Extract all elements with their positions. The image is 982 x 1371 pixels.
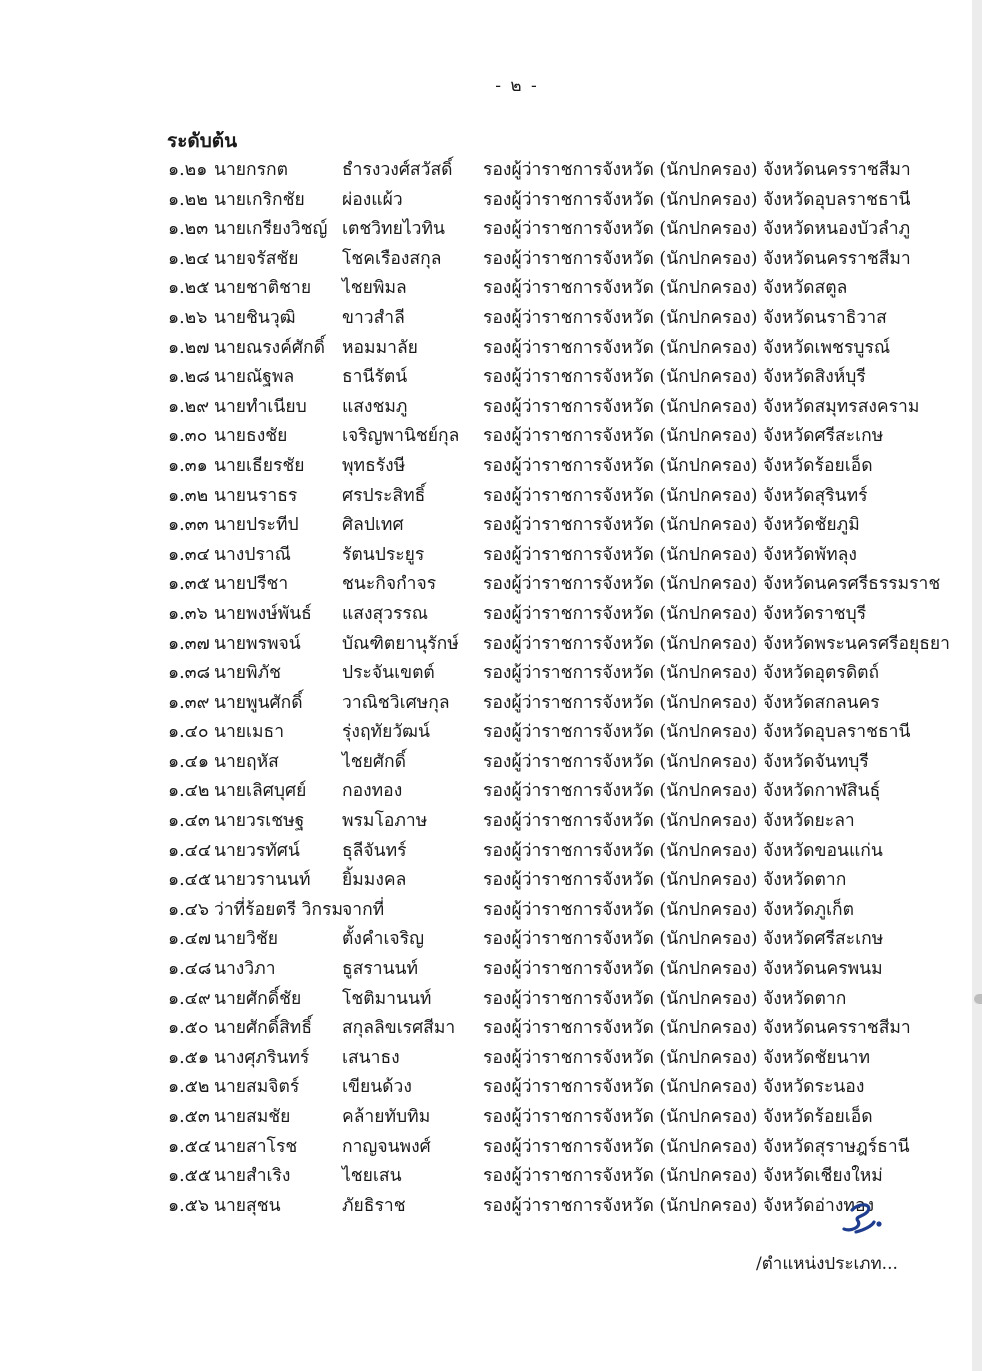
item-number: ๑.๓๖: [168, 603, 208, 624]
last-name: กองทอง: [342, 781, 403, 802]
last-name: ชนะกิจกำจร: [342, 574, 437, 595]
appointment-list: [168, 156, 950, 1221]
list-item: [168, 1103, 928, 1133]
list-item: [168, 186, 928, 216]
item-number: ๑.๓๔: [168, 544, 210, 565]
item-number: ๑.๒๕: [168, 278, 210, 299]
last-name: ธูสรานนท์: [342, 959, 419, 980]
position-title: รองผู้ว่าราชการจังหวัด (นักปกครอง) จังหวัดสุรินทร์: [483, 485, 868, 506]
first-name: นายฤหัส: [214, 751, 279, 772]
item-number: ๑.๓๘: [168, 663, 211, 684]
position-title: รองผู้ว่าราชการจังหวัด (นักปกครอง) จังหวัดอ่างทอง: [483, 1195, 875, 1216]
item-number: ๑.๓๓: [168, 515, 209, 536]
first-name: นายชาติชาย: [214, 278, 312, 299]
position-title: รองผู้ว่าราชการจังหวัด (นักปกครอง) จังหวัดนราธิวาส: [483, 307, 887, 328]
last-name: ผ่องแผ้ว: [342, 189, 403, 210]
item-number: ๑.๒๔: [168, 248, 210, 269]
list-item: [168, 274, 928, 304]
last-name: ขาวสำลี: [342, 307, 405, 328]
list-item: [168, 659, 928, 689]
item-number: ๑.๔๔: [168, 840, 212, 861]
list-item: [168, 955, 928, 985]
list-item: [168, 748, 928, 778]
last-name: บัณฑิตยานุรักษ์: [342, 633, 459, 654]
first-name: นายเกรียงวิชญ์: [214, 219, 328, 240]
item-number: ๑.๔๕: [168, 870, 212, 891]
item-number: ๑.๒๖: [168, 307, 208, 328]
last-name: ตั้งคำเจริญ: [342, 929, 424, 950]
last-name: กาญจนพงศ์: [342, 1136, 431, 1157]
item-number: ๑.๔๒: [168, 781, 210, 802]
first-name: นายธงชัย: [214, 426, 288, 447]
last-name: แสงสุวรรณ: [342, 603, 429, 624]
item-number: ๑.๒๓: [168, 219, 209, 240]
last-name: ธำรงวงศ์สวัสดิ์: [342, 160, 453, 180]
first-name: นายณรงค์ศักดิ์: [214, 337, 325, 358]
first-name: นางปราณี: [214, 544, 291, 565]
item-number: ๑.๓๐: [168, 426, 208, 447]
position-title: รองผู้ว่าราชการจังหวัด (นักปกครอง) จังหวัดศรีสะเกษ: [483, 929, 884, 950]
first-name: นายปรีชา: [214, 574, 289, 595]
last-name: รัตนประยูร: [342, 544, 425, 565]
list-item: [168, 1192, 928, 1222]
last-name: ภัยธิราช: [342, 1195, 406, 1216]
first-name: นายพงษ์พันธ์: [214, 603, 312, 624]
position-title: รองผู้ว่าราชการจังหวัด (นักปกครอง) จังหวัดร้อยเอ็ด: [483, 455, 873, 476]
item-number: ๑.๕๖: [168, 1195, 210, 1216]
first-name: นายวรเชษฐ: [214, 811, 305, 832]
last-name: คล้ายทับทิม: [342, 1107, 431, 1127]
last-name: วาณิชวิเศษกุล: [342, 692, 450, 713]
position-title: รองผู้ว่าราชการจังหวัด (นักปกครอง) จังหวัดเชียงใหม่: [483, 1166, 883, 1187]
first-name: นายวรานนท์: [214, 870, 311, 891]
list-item: [168, 600, 928, 630]
last-name: เขียนด้วง: [342, 1077, 412, 1098]
item-number: ๑.๕๒: [168, 1077, 210, 1098]
first-name: นายวรทัศน์: [214, 840, 300, 861]
position-title: รองผู้ว่าราชการจังหวัด (นักปกครอง) จังหวัดยะลา: [483, 811, 855, 832]
continue-text: /ตำแหน่งประเภท...: [756, 1254, 898, 1274]
position-title: รองผู้ว่าราชการจังหวัด (นักปกครอง) จังหวัดสตูล: [483, 278, 848, 299]
position-title: รองผู้ว่าราชการจังหวัด (นักปกครอง) จังหวัดร้อยเอ็ด: [483, 1107, 873, 1127]
first-name: นายกรกต: [214, 160, 288, 180]
item-number: ๑.๓๗: [168, 633, 210, 654]
first-name: นายสำเริง: [214, 1166, 291, 1187]
item-number: ๑.๒๗: [168, 337, 210, 358]
position-title: รองผู้ว่าราชการจังหวัด (นักปกครอง) จังหวัดขอนแก่น: [483, 840, 883, 861]
list-item: [168, 422, 928, 452]
item-number: ๑.๓๒: [168, 485, 209, 506]
list-item: [168, 334, 928, 364]
list-item: [168, 215, 928, 245]
list-item: [168, 1044, 928, 1074]
list-item: [168, 1014, 928, 1044]
first-name: นายเธียรชัย: [214, 455, 305, 476]
first-name: นายทำเนียบ: [214, 396, 307, 417]
first-name: นายพรพจน์: [214, 633, 301, 654]
scroll-handle[interactable]: [974, 994, 982, 1004]
list-item: [168, 393, 928, 423]
item-number: ๑.๔๑: [168, 751, 210, 772]
list-item: [168, 777, 928, 807]
position-title: รองผู้ว่าราชการจังหวัด (นักปกครอง) จังหวัดนครพนม: [483, 959, 883, 980]
item-number: ๑.๒๘: [168, 367, 210, 388]
position-title: รองผู้ว่าราชการจังหวัด (นักปกครอง) จังหวัดศรีสะเกษ: [483, 426, 884, 447]
position-title: รองผู้ว่าราชการจังหวัด (นักปกครอง) จังหวัดภูเก็ต: [483, 899, 855, 920]
position-title: รองผู้ว่าราชการจังหวัด (นักปกครอง) จังหวัดสิงห์บุรี: [483, 367, 866, 388]
last-name: เตชวิทยไวทิน: [342, 219, 445, 240]
first-name: นายพิภัช: [214, 663, 281, 684]
last-name: พรมโอภาษ: [342, 811, 428, 832]
list-item: [168, 570, 941, 600]
list-item: [168, 1162, 928, 1192]
first-name: นายวิชัย: [214, 929, 279, 950]
last-name: ไชยศักดิ์: [342, 751, 407, 772]
last-name: ศิลปเทศ: [342, 515, 404, 536]
list-item: [168, 630, 950, 660]
first-name: นายศักดิ์ชัย: [214, 988, 302, 1009]
item-number: ๑.๔๘: [168, 959, 212, 980]
item-number: ๑.๔๐: [168, 722, 209, 743]
list-item: [168, 896, 928, 926]
first-name: นายจรัสชัย: [214, 248, 299, 269]
first-name: นายประทีป: [214, 515, 299, 536]
item-number: ๑.๓๕: [168, 574, 210, 595]
last-name: แสงชมภู: [342, 396, 408, 417]
position-title: รองผู้ว่าราชการจังหวัด (นักปกครอง) จังหวัดนครราชสีมา: [483, 160, 911, 180]
position-title: รองผู้ว่าราชการจังหวัด (นักปกครอง) จังหวัดตาก: [483, 988, 847, 1009]
first-name: นายสมชัย: [214, 1107, 291, 1127]
list-item: [168, 156, 928, 186]
item-number: ๑.๔๙: [168, 988, 211, 1009]
first-name: นายสมจิตร์: [214, 1077, 300, 1098]
first-name: นายพูนศักดิ์: [214, 692, 303, 713]
signature-initials-icon: [838, 1196, 888, 1236]
item-number: ๑.๓๙: [168, 692, 210, 713]
position-title: รองผู้ว่าราชการจังหวัด (นักปกครอง) จังหวัดชัยภูมิ: [483, 515, 860, 536]
list-item: [168, 541, 928, 571]
list-item: [168, 363, 928, 393]
first-name: นายเลิศบุศย์: [214, 781, 307, 802]
last-name: สกุลลิขเรศสีมา: [342, 1018, 456, 1039]
position-title: รองผู้ว่าราชการจังหวัด (นักปกครอง) จังหวัดกาฬสินธุ์: [483, 781, 881, 802]
list-item: [168, 837, 928, 867]
first-name: นายณัฐพล: [214, 367, 295, 388]
list-item: [168, 511, 928, 541]
page-number: - ๒ -: [495, 76, 539, 96]
position-title: รองผู้ว่าราชการจังหวัด (นักปกครอง) จังหวัดหนองบัวลำภู: [483, 219, 911, 240]
item-number: ๑.๕๓: [168, 1107, 210, 1127]
item-number: ๑.๕๑: [168, 1047, 210, 1068]
list-item: [168, 452, 928, 482]
last-name: เสนาธง: [342, 1047, 400, 1068]
list-item: [168, 689, 928, 719]
last-name: ศรประสิทธิ์: [342, 485, 426, 506]
item-number: ๑.๔๗: [168, 929, 212, 950]
item-number: ๑.๔๖: [168, 899, 210, 920]
first-name: นางศุภรินทร์: [214, 1047, 310, 1068]
list-item: [168, 985, 928, 1015]
position-title: รองผู้ว่าราชการจังหวัด (นักปกครอง) จังหวัดอุบลราชธานี: [483, 722, 911, 743]
first-name: นายชินวุฒิ: [214, 307, 296, 328]
item-number: ๑.๒๑: [168, 160, 208, 180]
last-name: โชคเรืองสกุล: [342, 248, 442, 269]
first-name: ว่าที่ร้อยตรี วิกรม: [214, 899, 344, 920]
last-name: พุทธรังษี: [342, 455, 406, 476]
first-name: นายสุชน: [214, 1195, 281, 1216]
list-item: [168, 304, 928, 334]
item-number: ๑.๕๔: [168, 1136, 212, 1157]
list-item: [168, 1073, 928, 1103]
item-number: ๑.๕๐: [168, 1018, 209, 1039]
item-number: ๑.๓๑: [168, 455, 208, 476]
list-item: [168, 1133, 928, 1163]
last-name: หอมมาลัย: [342, 337, 418, 358]
position-title: รองผู้ว่าราชการจังหวัด (นักปกครอง) จังหวัดเพชรบูรณ์: [483, 337, 891, 358]
first-name: นายเมธา: [214, 722, 285, 743]
position-title: รองผู้ว่าราชการจังหวัด (นักปกครอง) จังหวัดราชบุรี: [483, 603, 867, 624]
first-name: นางวิภา: [214, 959, 276, 980]
position-title: รองผู้ว่าราชการจังหวัด (นักปกครอง) จังหวัดอุบลราชธานี: [483, 189, 911, 210]
position-title: รองผู้ว่าราชการจังหวัด (นักปกครอง) จังหวัดนครศรีธรรมราช: [483, 574, 941, 595]
last-name: รุ่งฤทัยวัฒน์: [342, 722, 430, 743]
first-name: นายเกริกชัย: [214, 189, 305, 210]
last-name: ประจันเขตต์: [342, 663, 435, 684]
position-title: รองผู้ว่าราชการจังหวัด (นักปกครอง) จังหวัดสมุทรสงคราม: [483, 396, 920, 417]
last-name: เจริญพานิชย์กุล: [342, 426, 460, 447]
section-title: ระดับต้น: [167, 130, 238, 152]
first-name: นายศักดิ์สิทธิ์: [214, 1018, 313, 1039]
item-number: ๑.๔๓: [168, 811, 210, 832]
position-title: รองผู้ว่าราชการจังหวัด (นักปกครอง) จังหวัดนครราชสีมา: [483, 248, 911, 269]
last-name: ไชยเสน: [342, 1166, 402, 1187]
item-number: ๑.๒๒: [168, 189, 208, 210]
list-item: [168, 482, 928, 512]
position-title: รองผู้ว่าราชการจังหวัด (นักปกครอง) จังหวัดพัทลุง: [483, 544, 857, 565]
position-title: รองผู้ว่าราชการจังหวัด (นักปกครอง) จังหวัดนครราชสีมา: [483, 1018, 911, 1039]
list-item: [168, 807, 928, 837]
list-item: [168, 718, 928, 748]
last-name: ยิ้มมงคล: [342, 870, 407, 891]
position-title: รองผู้ว่าราชการจังหวัด (นักปกครอง) จังหวัดสุราษฎร์ธานี: [483, 1136, 910, 1157]
position-title: รองผู้ว่าราชการจังหวัด (นักปกครอง) จังหวัดระนอง: [483, 1077, 865, 1098]
page-edge-strip: [972, 0, 982, 1371]
first-name: นายนราธร: [214, 485, 298, 506]
last-name: ไชยพิมล: [342, 278, 407, 299]
list-item: [168, 245, 928, 275]
last-name: ธานีรัตน์: [342, 367, 408, 388]
position-title: รองผู้ว่าราชการจังหวัด (นักปกครอง) จังหวัดจันทบุรี: [483, 751, 869, 772]
position-title: รองผู้ว่าราชการจังหวัด (นักปกครอง) จังหวัดอุตรดิตถ์: [483, 663, 880, 684]
item-number: ๑.๒๙: [168, 396, 210, 417]
item-number: ๑.๕๕: [168, 1166, 212, 1187]
list-item: [168, 925, 928, 955]
last-name: โชติมานนท์: [342, 988, 432, 1009]
last-name: ธุลีจันทร์: [342, 840, 407, 861]
position-title: รองผู้ว่าราชการจังหวัด (นักปกครอง) จังหวัดตาก: [483, 870, 847, 891]
first-name: นายสาโรช: [214, 1136, 298, 1157]
list-item: [168, 866, 928, 896]
position-title: รองผู้ว่าราชการจังหวัด (นักปกครอง) จังหวัดสกลนคร: [483, 692, 880, 713]
position-title: รองผู้ว่าราชการจังหวัด (นักปกครอง) จังหวัดพระนครศรีอยุธยา: [483, 633, 950, 654]
last-name: จากที่: [342, 899, 385, 920]
position-title: รองผู้ว่าราชการจังหวัด (นักปกครอง) จังหวัดชัยนาท: [483, 1047, 870, 1068]
